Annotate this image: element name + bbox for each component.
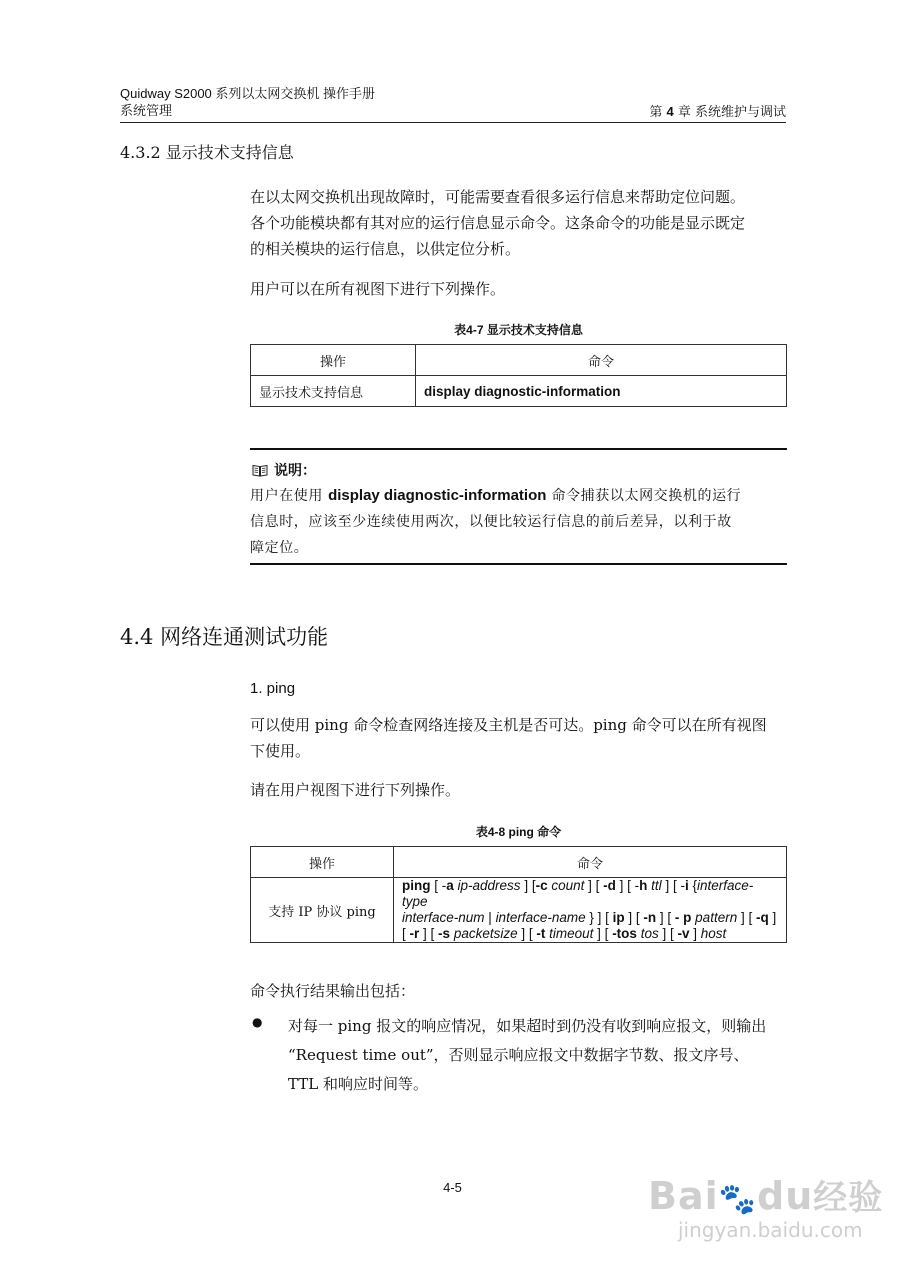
table-4-8-row-op: 支持 IP 协议 ping	[251, 878, 394, 943]
cmd-token: } ] [	[585, 910, 613, 925]
cmd-token: [ -	[430, 878, 447, 893]
cmd-token: ttl	[651, 878, 662, 893]
cmd-token: [	[402, 926, 410, 941]
table-4-7-caption: 表4-7 显示技术支持信息	[454, 323, 583, 337]
cmd-token: count	[551, 878, 585, 893]
cmd-token: ] [ -	[615, 878, 640, 893]
cmd-token: ] [	[517, 926, 537, 941]
cmd-token: ip	[612, 910, 625, 925]
section-44-para3: 命令执行结果输出包括：	[250, 982, 416, 1000]
cmd-token: pattern	[695, 910, 738, 925]
bullet-dot: ●	[252, 1015, 263, 1029]
table-4-8-col-cmd: 命令	[394, 847, 787, 878]
cmd-token: -s	[438, 926, 451, 941]
cmd-token: -n	[643, 910, 657, 925]
header-chapter: 第 4 章 系统维护与调试	[649, 104, 786, 120]
section-432-title: 4.3.2 显示技术支持信息	[120, 143, 294, 162]
table-4-8	[250, 846, 787, 943]
page-number: 4-5	[443, 1180, 462, 1195]
cmd-token: ] [	[593, 926, 613, 941]
cmd-token: -d	[603, 878, 616, 893]
header-section: 系统管理	[120, 104, 173, 119]
table-4-8-caption: 表4-8 ping 命令	[475, 825, 562, 839]
cmd-token: interface-name	[495, 910, 586, 925]
section-44-para2: 请在用户视图下进行下列操作。	[250, 781, 461, 799]
book-icon	[252, 464, 268, 481]
paw-icon: 🐾	[718, 1182, 757, 1217]
header-rule	[120, 122, 786, 123]
cmd-token: {	[688, 878, 697, 893]
table-4-8-row-cmd	[394, 878, 787, 943]
cmd-token: ping	[402, 878, 431, 893]
watermark-url: jingyan.baidu.com	[678, 1218, 863, 1242]
section-432-para2: 用户可以在所有视图下进行下列操作。	[250, 280, 506, 298]
cmd-token: -tos	[612, 926, 637, 941]
cmd-token: ] [	[737, 910, 756, 925]
cmd-token: -t	[536, 926, 546, 941]
section-44-bullet: 对每一 ping 报文的响应情况，如果超时到仍没有收到响应报文，则输出 “Request time out”，否则显示响应报文中数据字节数、报文序号、 TTL 和响应时间等。	[288, 1017, 767, 1093]
cmd-token: interface-num	[402, 910, 485, 925]
cmd-token: i	[684, 878, 689, 893]
cmd-token: timeout	[549, 926, 594, 941]
table-4-7	[250, 344, 787, 407]
cmd-token: -c	[535, 878, 548, 893]
section-432-para1: 在以太网交换机出现故障时，可能需要查看很多运行信息来帮助定位问题。 各个功能模块都有其对应的运行信息显示命令。这条命令的功能是显示既定 的相关模块的运行信息，以供定位分析。	[250, 188, 746, 258]
section-44-subtitle: 1. ping	[250, 680, 296, 697]
table-4-7-col-cmd: 命令	[416, 345, 787, 376]
cmd-token: ip-address	[457, 878, 521, 893]
cmd-token: ]	[689, 926, 701, 941]
note-header: 说明：	[252, 460, 316, 481]
table-4-8-col-op: 操作	[251, 847, 394, 878]
note-body: 用户在使用 display diagnostic-information 命令捕获以太网交换机的运行 信息时，应该至少连续使用两次，以便比较运行信息的前后差异，以利于故 障定位。	[250, 487, 742, 556]
note-top-rule	[250, 448, 787, 450]
cmd-token: ] [	[658, 926, 678, 941]
section-44-para1: 可以使用 ping 命令检查网络连接及主机是否可达。ping 命令可以在所有视图 下使用。	[250, 716, 767, 760]
cmd-token: -q	[755, 910, 769, 925]
table-4-7-row-op: 显示技术支持信息	[251, 376, 416, 407]
baidu-watermark: Bai🐾du经验	[648, 1174, 884, 1218]
cmd-token: ] [ -	[661, 878, 685, 893]
table-4-7-row-cmd: display diagnostic-information	[416, 376, 787, 407]
cmd-token: |	[484, 910, 496, 925]
cmd-token: ] [	[624, 910, 644, 925]
cmd-token: ] [	[584, 878, 604, 893]
cmd-token: ] [	[520, 878, 536, 893]
table-4-7-col-op: 操作	[251, 345, 416, 376]
cmd-token: -v	[677, 926, 690, 941]
cmd-token: h	[639, 878, 648, 893]
cmd-token: ] [	[656, 910, 675, 925]
cmd-token: host	[700, 926, 727, 941]
cmd-token: interface-type	[402, 878, 754, 909]
cmd-token: ] [	[419, 926, 439, 941]
cmd-token: a	[446, 878, 454, 893]
cmd-token: tos	[640, 926, 659, 941]
header-title: Quidway S2000 系列以太网交换机 操作手册	[120, 86, 376, 101]
section-44-title: 4.4 网络连通测试功能	[120, 625, 329, 649]
cmd-token: - p	[674, 910, 692, 925]
cmd-token: -r	[409, 926, 420, 941]
cmd-token: ]	[768, 910, 777, 925]
cmd-token: packetsize	[453, 926, 518, 941]
note-bottom-rule	[250, 563, 787, 565]
